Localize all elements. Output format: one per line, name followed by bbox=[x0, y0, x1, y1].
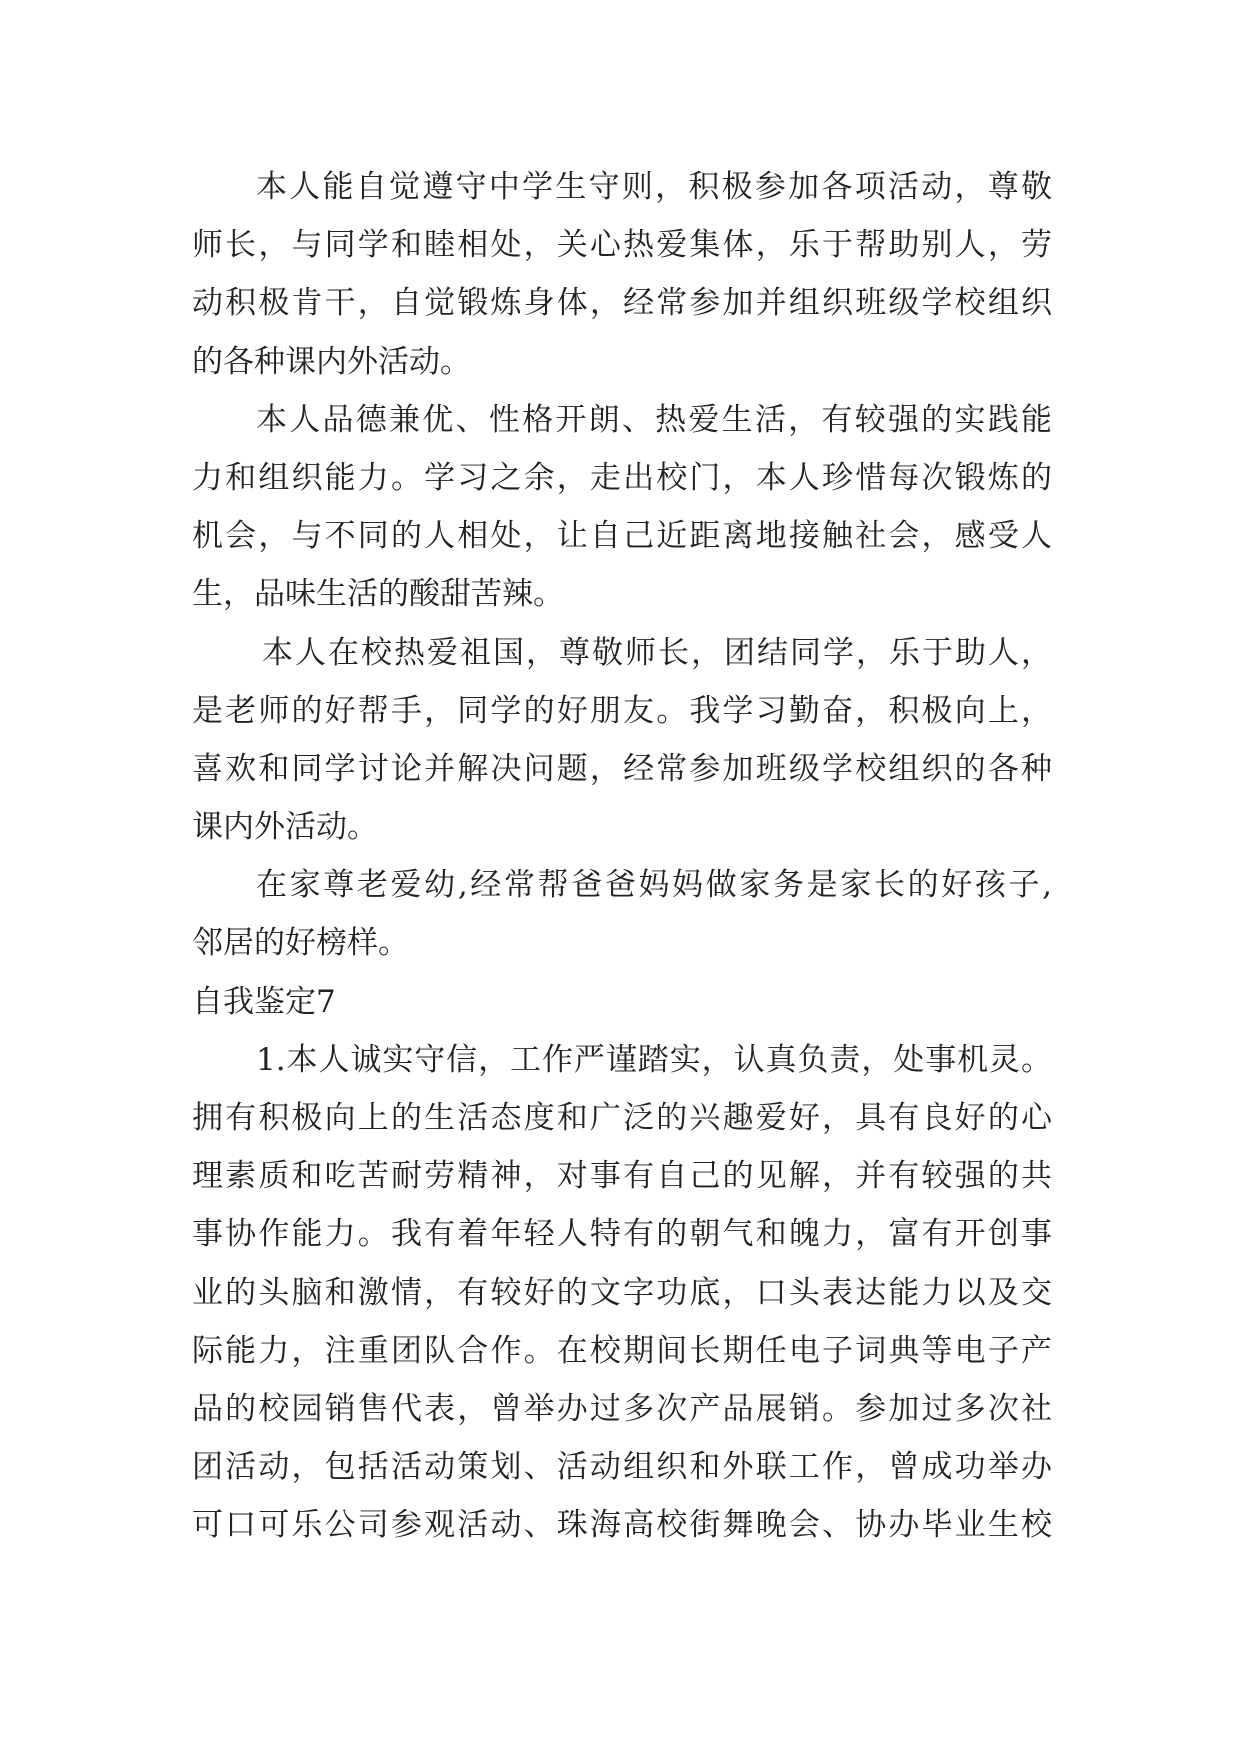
paragraph bbox=[192, 856, 1052, 972]
text-line: 动积极肯干，自觉锻炼身体，经常参加并组织班级学校组织 bbox=[192, 285, 1052, 322]
text-line: 拥有积极向上的生活态度和广泛的兴趣爱好，具有良好的心 bbox=[192, 1100, 1052, 1136]
text-line: 课内外活动。 bbox=[192, 809, 378, 846]
text-line: 的各种课内外活动。 bbox=[192, 343, 471, 380]
text-line: 本人能自觉遵守中学生守则，积极参加各项活动，尊敬 bbox=[256, 169, 1052, 205]
text-line: 机会，与不同的人相处，让自己近距离地接触社会，感受人 bbox=[192, 518, 1052, 555]
text-line: 喜欢和同学讨论并解决问题，经常参加班级学校组织的各种 bbox=[192, 750, 1052, 787]
paragraph bbox=[192, 624, 1052, 857]
text-line: 师长，与同学和睦相处，关心热爱集体，乐于帮助别人，劳 bbox=[192, 227, 1052, 264]
paragraph bbox=[192, 1031, 1052, 1555]
text-line: 业的头脑和激情，有较好的文字功底，口头表达能力以及交 bbox=[192, 1274, 1052, 1311]
text-line: 可口可乐公司参观活动、珠海高校街舞晚会、协办毕业生校 bbox=[192, 1507, 1052, 1544]
text-line: 本人在校热爱祖国，尊敬师长，团结同学，乐于助人， bbox=[262, 634, 1052, 671]
text-line: 团活动，包括活动策划、活动组织和外联工作，曾成功举办 bbox=[192, 1449, 1052, 1486]
text-line: 品的校园销售代表，曾举办过多次产品展销。参加过多次社 bbox=[192, 1390, 1052, 1427]
text-line: 际能力，注重团队合作。在校期间长期任电子词典等电子产 bbox=[192, 1332, 1052, 1369]
text-line: 邻居的好榜样。 bbox=[192, 925, 409, 962]
paragraph bbox=[192, 158, 1052, 391]
text-line: 理素质和吃苦耐劳精神，对事有自己的见解，并有较强的共 bbox=[192, 1158, 1052, 1195]
document-body bbox=[192, 158, 1052, 1555]
paragraph bbox=[192, 391, 1052, 624]
text-line: 1.本人诚实守信，工作严谨踏实，认真负责，处事机灵。 bbox=[256, 1041, 1052, 1078]
text-line: 本人品德兼优、性格开朗、热爱生活，有较强的实践能 bbox=[256, 401, 1052, 438]
section-heading: 自我鉴定7 bbox=[192, 983, 336, 1020]
text-line: 是老师的好帮手，同学的好朋友。我学习勤奋，积极向上， bbox=[192, 692, 1052, 729]
text-line: 在家尊老爱幼,经常帮爸爸妈妈做家务是家长的好孩子, bbox=[256, 867, 1052, 904]
text-line: 生，品味生活的酸甜苦辣。 bbox=[192, 576, 564, 613]
text-line: 力和组织能力。学习之余，走出校门，本人珍惜每次锻炼的 bbox=[192, 459, 1052, 496]
text-line: 事协作能力。我有着年轻人特有的朝气和魄力，富有开创事 bbox=[192, 1216, 1052, 1253]
